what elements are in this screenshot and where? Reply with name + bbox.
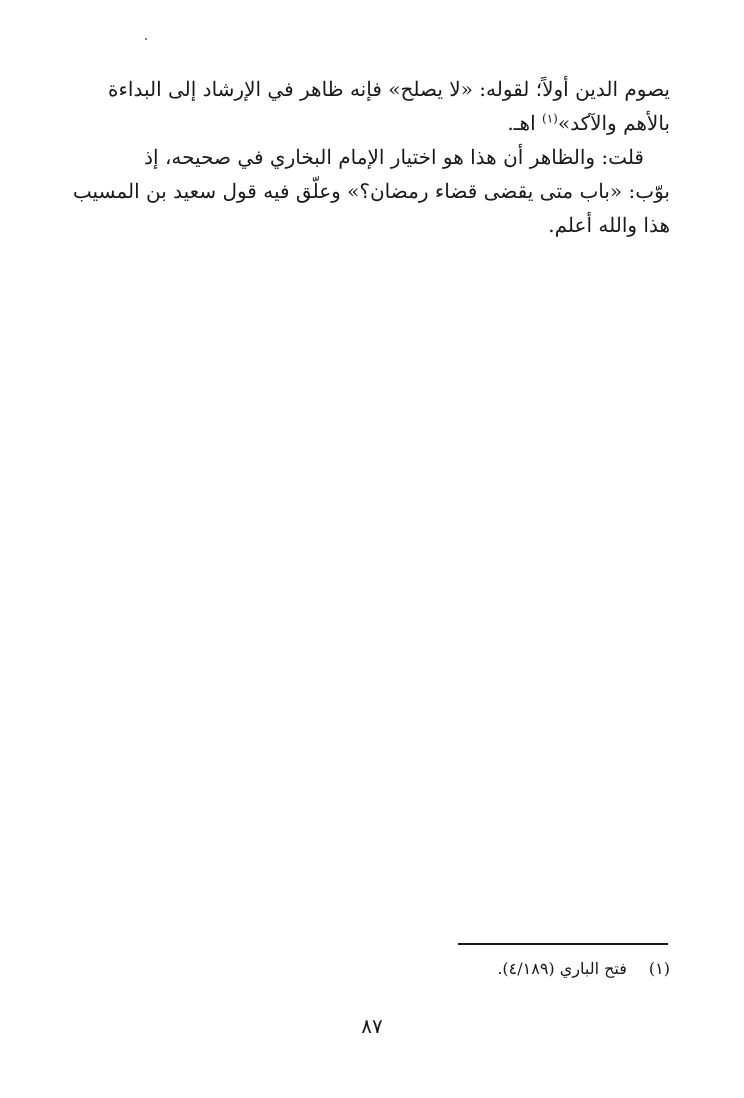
page-number: ٨٧ — [361, 1014, 383, 1038]
footnote-reference: (١) — [542, 111, 558, 126]
footnote-number: (١) — [648, 959, 670, 978]
text-line-1: يصوم الدين أولاً؛ لقوله: «لا يصلح» فإنه ظاهر في الإرشاد إلى البداءة — [108, 77, 670, 101]
text-line-2 — [96, 106, 670, 140]
text-line-2-content: بالأهم والآكد» — [557, 111, 670, 135]
footnote-1 — [460, 956, 670, 982]
footnote-text: فتح الباري (٤/١٨٩). — [497, 959, 627, 978]
main-text — [72, 72, 670, 242]
text-line-2-ending: اهـ. — [507, 111, 542, 135]
footnote-separator — [458, 943, 668, 945]
text-line-3: قلت: والظاهر أن هذا هو اختيار الإمام البخاري في صحيحه، إذ — [144, 145, 644, 169]
scan-speck — [145, 38, 147, 40]
text-line-5: هذا والله أعلم. — [548, 213, 670, 237]
text-line-4: بوّب: «باب متى يقضى قضاء رمضان؟» وعلّق فيه قول سعيد بن المسيب — [72, 179, 670, 203]
